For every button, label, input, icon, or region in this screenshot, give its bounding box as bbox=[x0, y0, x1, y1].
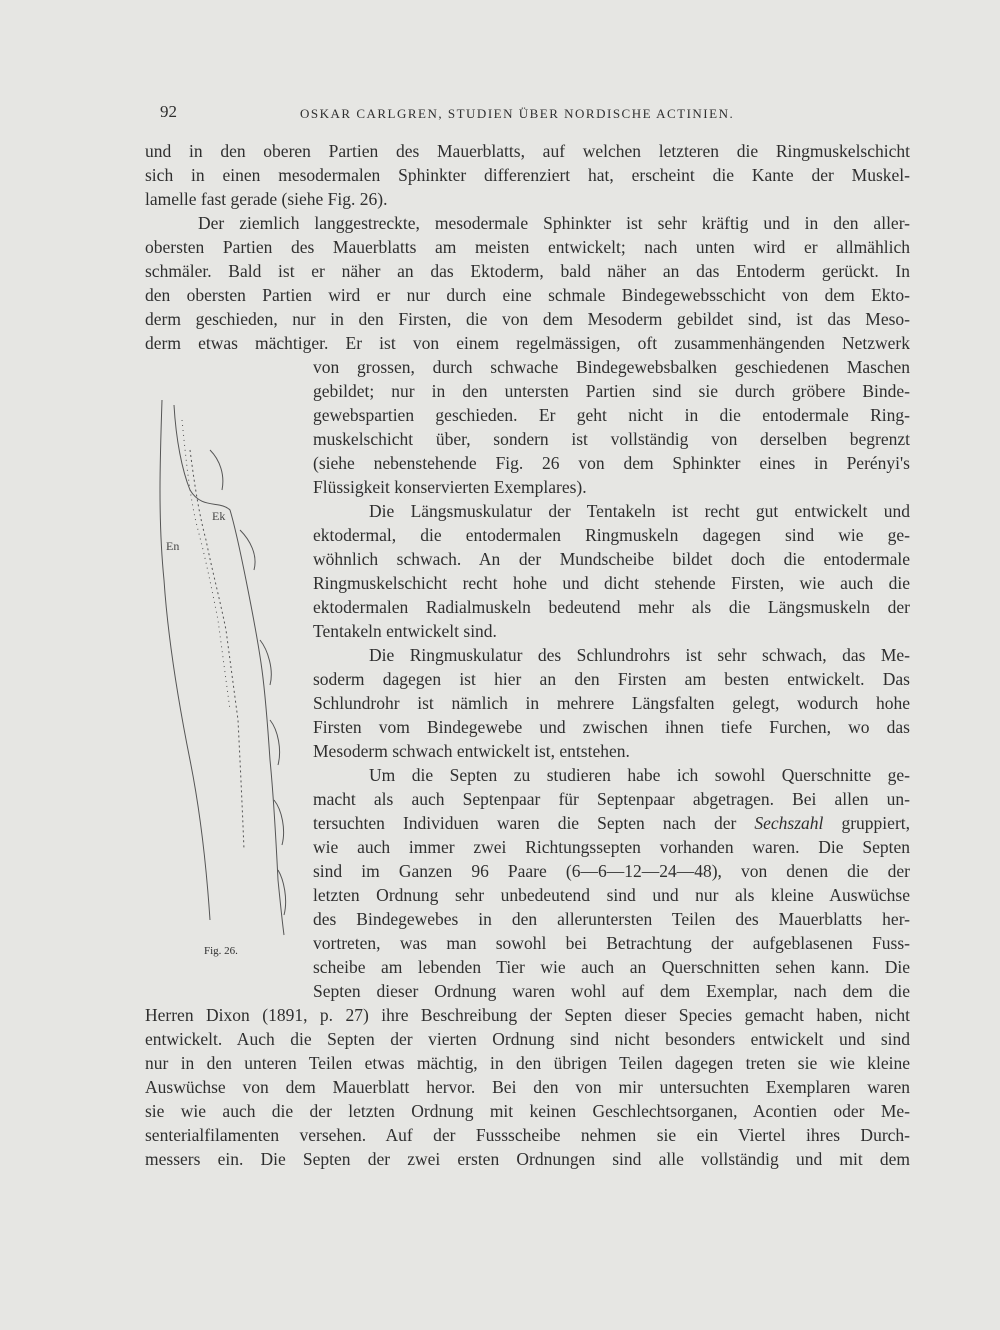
text-line: nur in den unteren Teilen etwas mächtig, in den übrigen Teilen dagegen treten sie wie kleine bbox=[145, 1053, 910, 1073]
text-line: lamelle fast gerade (siehe Fig. 26). bbox=[145, 189, 388, 209]
text-line: den obersten Partien wird er nur durch eine schmale Bindegewebsschicht von dem Ekto- bbox=[145, 285, 910, 305]
text-segment: gruppiert, bbox=[841, 813, 911, 833]
text-line: wie auch immer zwei Richtungssepten vorhanden waren. Die Septen bbox=[313, 837, 910, 857]
text-line: ektodermalen Radialmuskeln bedeutend mehr als die Längsmuskeln der bbox=[313, 597, 910, 617]
text-line: obersten Partien des Mauerblatts am meisten entwickelt; nach unten wird er allmählich bbox=[145, 237, 910, 257]
text-line: ektodermal, die entodermalen Ringmuskeln dagegen sind wie ge- bbox=[313, 525, 910, 545]
text-line: wöhnlich schwach. An der Mundscheibe bildet doch die entodermale bbox=[313, 549, 910, 569]
text-line: Ringmuskelschicht recht hohe und dicht stehende Firsten, wie auch die bbox=[313, 573, 910, 593]
text-line: von grossen, durch schwache Bindegewebsbalken geschiedenen Maschen bbox=[313, 357, 910, 377]
text-line: Schlundrohr ist nämlich in mehrere Längsfalten gelegt, wodurch hohe bbox=[313, 693, 910, 713]
text-line: senterialfilamenten versehen. Auf der Fussscheibe nehmen sie ein Viertel ihres Durch- bbox=[145, 1125, 910, 1145]
text-line: letzten Ordnung sehr unbedeutend sind und nur als kleine Auswüchse bbox=[313, 885, 910, 905]
text-line-with-emphasis bbox=[313, 811, 910, 835]
text-line: gebildet; nur in den untersten Partien sind sie durch gröbere Binde- bbox=[313, 381, 910, 401]
text-line: gewebspartien geschieden. Er geht nicht in die entodermale Ring- bbox=[313, 405, 910, 425]
inner-contour-line bbox=[174, 405, 284, 935]
text-line: macht als auch Septenpaar für Septenpaar abgetragen. Bei allen un- bbox=[313, 789, 910, 809]
text-line: und in den oberen Partien des Mauerblatts, auf welchen letzteren die Ringmuskelschicht bbox=[145, 141, 910, 161]
text-line: sind im Ganzen 96 Paare (6—6—12—24—48), von denen die der bbox=[313, 861, 910, 881]
text-line: derm geschieden, nur in den Firsten, die von dem Mesoderm gebildet sind, ist das Meso- bbox=[145, 309, 910, 329]
text-line: Firsten vom Bindegewebe und zwischen ihnen tiefe Furchen, wo das bbox=[313, 717, 910, 737]
text-line: messers ein. Die Septen der zwei ersten Ordnungen sind alle vollständig und mit dem bbox=[145, 1149, 910, 1169]
text-line: Tentakeln entwickelt sind. bbox=[313, 621, 497, 641]
text-line: derm etwas mächtiger. Er ist von einem regelmässigen, oft zusammenhängenden Netzwerk bbox=[145, 333, 910, 353]
page-header bbox=[160, 104, 910, 126]
text-line: Septen dieser Ordnung waren wohl auf dem Exemplar, nach dem die bbox=[313, 981, 910, 1001]
text-line: Die Ringmuskulatur des Schlundrohrs ist sehr schwach, das Me- bbox=[369, 645, 910, 665]
text-segment: tersuchten Individuen waren die Septen nach der bbox=[313, 813, 737, 833]
text-line: des Bindegewebes in den alleruntersten Teilen des Mauerblatts her- bbox=[313, 909, 910, 929]
text-line: Herren Dixon (1891, p. 27) ihre Beschreibung der Septen dieser Species gemacht haben, nicht bbox=[145, 1005, 910, 1025]
sphincter-mesh bbox=[182, 420, 230, 710]
text-line: sich in einen mesodermalen Sphinkter differenziert hat, erscheint die Kante der Muskel- bbox=[145, 165, 910, 185]
text-line: muskelschicht über, sondern ist vollständig von derselben begrenzt bbox=[313, 429, 910, 449]
text-line: entwickelt. Auch die Septen der vierten Ordnung sind nicht besonders entwickelt und sind bbox=[145, 1029, 910, 1049]
text-line: Der ziemlich langgestreckte, mesodermale Sphinkter ist sehr kräftig und in den aller- bbox=[198, 213, 910, 233]
text-line: scheibe am lebenden Tier wie auch an Querschnitten sehen kann. Die bbox=[313, 957, 910, 977]
figure-label-en: En bbox=[166, 539, 180, 553]
text-line: Um die Septen zu studieren habe ich sowohl Querschnitte ge- bbox=[369, 765, 910, 785]
emphasis-sechszahl: Sechszahl bbox=[754, 813, 824, 833]
text-line: schmäler. Bald ist er näher an das Ektoderm, bald näher an das Entoderm gerückt. In bbox=[145, 261, 910, 281]
page-number: 92 bbox=[160, 102, 177, 121]
text-line: vortreten, was man sowohl bei Betrachtung der aufgeblasenen Fuss- bbox=[313, 933, 910, 953]
text-line: Auswüchse von dem Mauerblatt hervor. Bei den von mir untersuchten Exemplaren waren bbox=[145, 1077, 910, 1097]
text-line: Die Längsmuskulatur der Tentakeln ist recht gut entwickelt und bbox=[369, 501, 910, 521]
text-line: sie wie auch die der letzten Ordnung mit keinen Geschlechtsorganen, Acontien oder Me- bbox=[145, 1101, 910, 1121]
sphincter-figure bbox=[150, 380, 310, 945]
text-line: (siehe nebenstehende Fig. 26 von dem Sphinkter eines in Perényi's bbox=[313, 453, 910, 473]
text-line: Mesoderm schwach entwickelt ist, entstehen. bbox=[313, 741, 630, 761]
figure-caption: Fig. 26. bbox=[204, 945, 238, 957]
running-title: OSKAR CARLGREN, STUDIEN ÜBER NORDISCHE ACTINIEN. bbox=[300, 106, 735, 121]
outer-contour-line bbox=[160, 400, 210, 920]
text-line: Flüssigkeit konservierten Exemplares). bbox=[313, 477, 587, 497]
figure-label-ek: Ek bbox=[212, 509, 226, 523]
text-line: soderm dagegen ist hier an den Firsten am besten entwickelt. Das bbox=[313, 669, 910, 689]
